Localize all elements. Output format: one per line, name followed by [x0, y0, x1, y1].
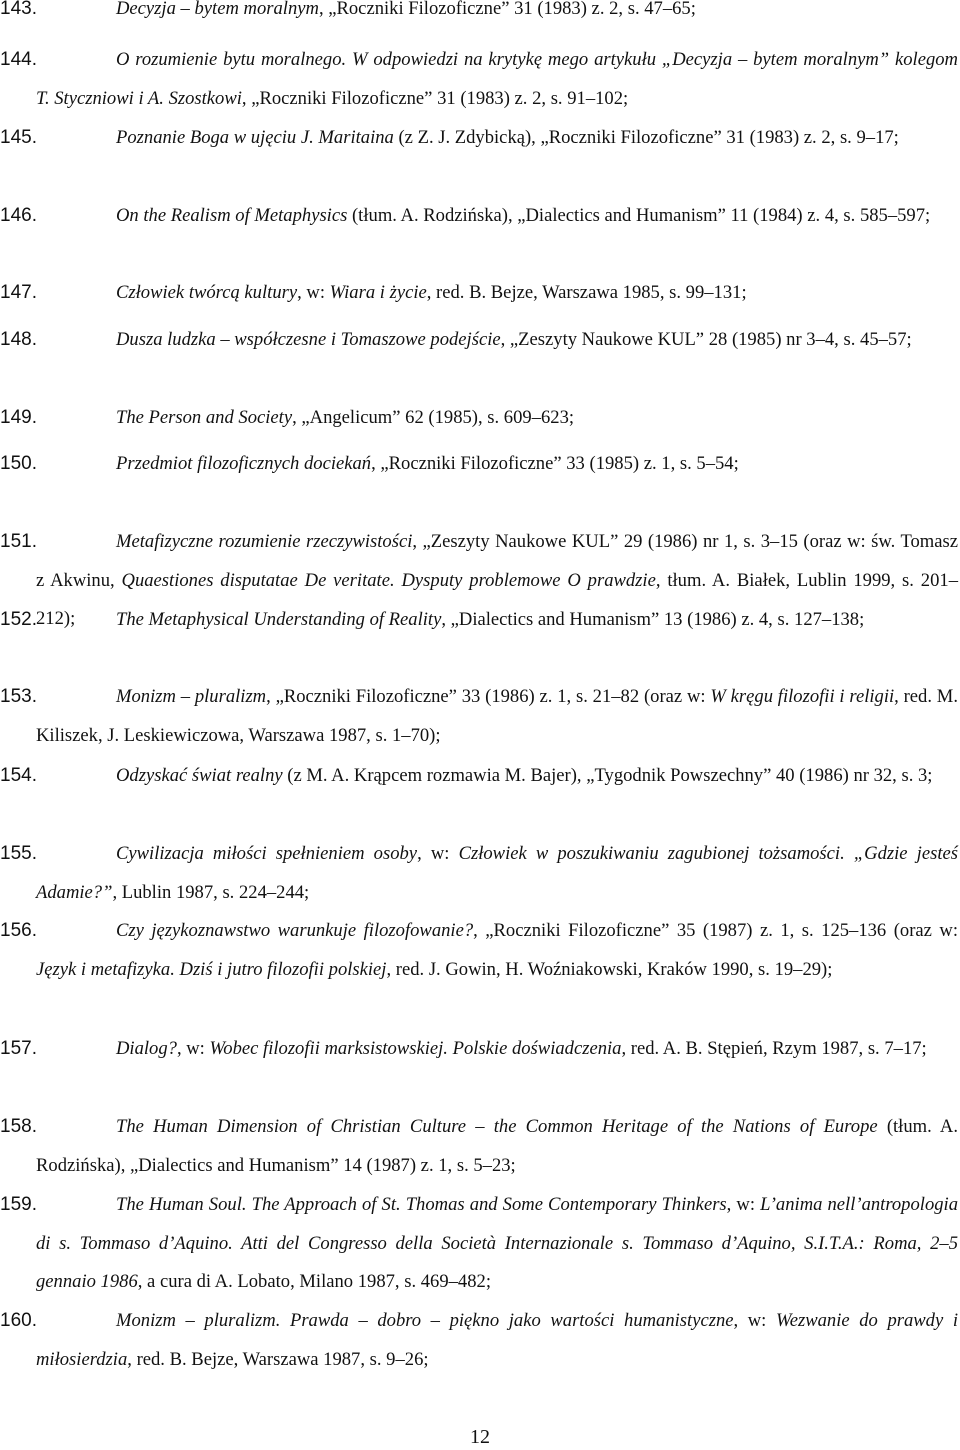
entry-citation-text: , red. B. Bejze, Warszawa 1987, s. 9–26;	[127, 1348, 429, 1370]
entry-title-text: Decyzja – bytem moralnym	[116, 0, 319, 19]
entry-citation-text: , „Roczniki Filozoficzne” 33 (1985) z. 1, s. 5–54;	[371, 453, 739, 474]
entry-number: 157.	[0, 1038, 37, 1059]
bibliography-entry	[0, 41, 958, 118]
entry-title-text: The Human Soul. The Approach of St. Thomas and Some Contemporary Thinkers	[116, 1194, 727, 1215]
entry-number: 143.	[0, 0, 37, 19]
bibliography-entry	[0, 0, 958, 29]
entry-number: 149.	[0, 407, 37, 428]
entry-number: 144.	[0, 49, 37, 70]
entry-number: 156.	[0, 920, 37, 941]
entry-citation-text: , „Roczniki Filozoficzne” 33 (1986) z. 1, s. 21–82 (oraz w:	[266, 686, 711, 707]
bibliography-entry	[0, 757, 958, 796]
entry-citation-text: , „Roczniki Filozoficzne” 31 (1983) z. 2, s. 91–102;	[241, 87, 629, 109]
entry-title-text: Wezwanie do prawdy i miłosierdzia	[36, 1310, 958, 1370]
bibliography-entry	[0, 274, 958, 313]
bibliography-entry	[0, 678, 958, 755]
entry-title-text: L’anima nell’antropologia di s. Tommaso d’Aquino. Atti del Congresso della Società Internazionale s. Tommaso d’Aquino, S.I.T.A.: Roma, 2–5 gennaio 1986	[36, 1194, 958, 1292]
bibliography-entry	[0, 197, 958, 236]
entry-citation-text: , a cura di A. Lobato, Milano 1987, s. 469–482;	[137, 1271, 491, 1292]
entry-citation-text: , „Dialectics and Humanism” 13 (1986) z. 4, s. 127–138;	[441, 609, 865, 630]
entry-title-text: Dialog?	[116, 1038, 177, 1059]
entry-citation-text: , w:	[417, 843, 459, 864]
entry-number: 159.	[0, 1194, 37, 1215]
entry-title-text: Odzyskać świat realny	[116, 765, 283, 786]
entry-number: 153.	[0, 686, 37, 707]
entry-title-text: The Person and Society	[116, 407, 293, 428]
bibliography-entry	[0, 445, 958, 484]
entry-citation-text: (tłum. A. Rodzińska), „Dialectics and Humanism” 14 (1987) z. 1, s. 5–23;	[36, 1116, 959, 1176]
entry-title-text: Monizm – pluralizm. Prawda – dobro – piękno jako wartości humanistyczne	[116, 1310, 734, 1331]
entry-number: 150.	[0, 453, 37, 474]
entry-title-text: Przedmiot filozoficznych dociekań	[116, 453, 372, 474]
entry-title-text: Quaestiones disputatae De veritate. Dysputy problemowe O prawdzie	[121, 569, 656, 591]
entry-citation-text: (tłum. A. Rodzińska), „Dialectics and Humanism” 11 (1984) z. 4, s. 585–597;	[347, 205, 931, 226]
entry-citation-text: , red. B. Bejze, Warszawa 1985, s. 99–131;	[426, 282, 747, 303]
entry-citation-text: , red. A. B. Stępień, Rzym 1987, s. 7–17;	[621, 1038, 927, 1059]
entry-citation-text: , tłum. A. Białek, Lublin 1999, s. 201–212);	[36, 569, 958, 629]
entry-citation-text: , w:	[733, 1310, 776, 1331]
entry-title-text: On the Realism of Metaphysics	[116, 205, 348, 226]
entry-citation-text: , red. M. Kiliszek, J. Leskiewiczowa, Warszawa 1987, s. 1–70);	[36, 686, 958, 746]
page-number: 12	[470, 1426, 490, 1448]
entry-title-text: Metafizyczne rozumienie rzeczywistości	[116, 531, 413, 552]
bibliography-entry	[0, 1186, 958, 1302]
entry-citation-text: , „Roczniki Filozoficzne” 35 (1987) z. 1, s. 125–136 (oraz w:	[473, 920, 958, 941]
entry-citation-text: , „Zeszyty Naukowe KUL” 28 (1985) nr 3–4, s. 45–57;	[500, 329, 912, 350]
entry-title-text: O rozumienie bytu moralnego. W odpowiedzi na krytykę mego artykułu „Decyzja – bytem moralnym” kolegom T. Styczniowi i A. Szostkowi	[36, 49, 958, 109]
bibliography-entry	[0, 912, 958, 989]
entry-number: 151.	[0, 531, 37, 552]
entry-title-text: Człowiek twórcą kultury	[116, 282, 298, 303]
entry-number: 158.	[0, 1116, 37, 1137]
entry-citation-text: (z Z. J. Zdybicką), „Roczniki Filozoficzne” 31 (1983) z. 2, s. 9–17;	[393, 127, 899, 148]
entry-number: 155.	[0, 843, 37, 864]
entry-title-text: Dusza ludzka – współczesne i Tomaszowe podejście	[116, 329, 501, 350]
entry-title-text: Cywilizacja miłości spełnieniem osoby	[116, 843, 418, 864]
entry-title-text: The Human Dimension of Christian Culture – the Common Heritage of the Nations of Europe	[116, 1116, 878, 1137]
entry-citation-text: , „Zeszyty Naukowe KUL” 29 (1986) nr 1, s. 3–15 (oraz w: św. Tomasz z Akwinu,	[36, 531, 959, 591]
entry-number: 160.	[0, 1310, 37, 1331]
entry-title-text: Czy językoznawstwo warunkuje filozofowanie?	[116, 920, 474, 941]
entry-number: 146.	[0, 205, 37, 226]
entry-citation-text: , Lublin 1987, s. 224–244;	[112, 881, 310, 903]
entry-title-text: Monizm – pluralizm	[116, 686, 267, 707]
entry-title-text: Wobec filozofii marksistowskiej. Polskie doświadczenia	[209, 1038, 622, 1059]
bibliography-entry	[0, 399, 958, 438]
entry-citation-text: , „Angelicum” 62 (1985), s. 609–623;	[292, 407, 575, 428]
entry-title-text: The Metaphysical Understanding of Reality	[116, 609, 442, 630]
bibliography-entry	[0, 1030, 958, 1069]
bibliography-entry	[0, 321, 958, 360]
entry-number: 154.	[0, 765, 37, 786]
bibliography-entry	[0, 1302, 958, 1379]
entry-citation-text: , w:	[726, 1194, 761, 1215]
entry-number: 152.	[0, 609, 37, 630]
entry-citation-text: , w:	[176, 1038, 210, 1059]
entry-citation-text: , w:	[297, 282, 330, 303]
entry-citation-text: (z M. A. Krąpcem rozmawia M. Bajer), „Tygodnik Powszechny” 40 (1986) nr 32, s. 3;	[282, 765, 933, 786]
entry-citation-text: , red. J. Gowin, H. Woźniakowski, Kraków 1990, s. 19–29);	[386, 958, 833, 980]
entry-title-text: Poznanie Boga w ujęciu J. Maritaina	[116, 127, 394, 148]
entry-title-text: W kręgu filozofii i religii	[710, 686, 895, 707]
entry-title-text: Język i metafizyka. Dziś i jutro filozofii polskiej	[36, 958, 387, 980]
entry-citation-text: , „Roczniki Filozoficzne” 31 (1983) z. 2, s. 47–65;	[318, 0, 696, 19]
entry-number: 145.	[0, 127, 37, 148]
entry-number: 147.	[0, 282, 37, 303]
bibliography-entry	[0, 601, 958, 640]
entry-title-text: Człowiek w poszukiwaniu zagubionej tożsamości. „Gdzie jesteś Adamie?”	[36, 843, 958, 903]
entry-number: 148.	[0, 329, 37, 350]
bibliography-entry	[0, 835, 958, 912]
entry-title-text: Wiara i życie	[329, 282, 427, 303]
bibliography-entry	[0, 119, 958, 158]
bibliography-entry	[0, 1108, 959, 1185]
